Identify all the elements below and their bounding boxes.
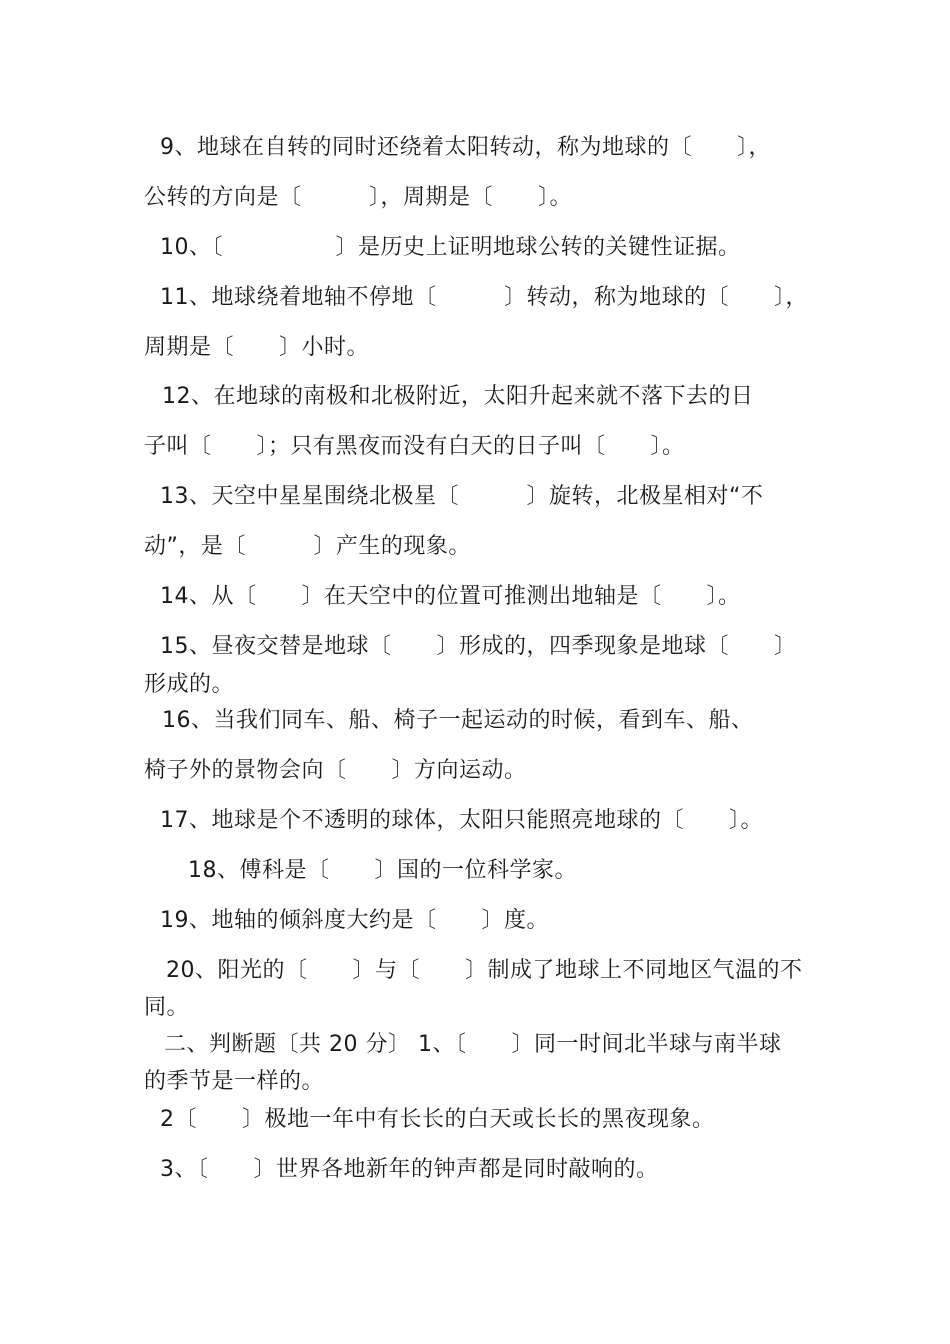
question-20-line-1: 20、阳光的〔 〕与〔 〕制成了地球上不同地区气温的不: [166, 958, 803, 983]
question-11-line-1: 11、地球绕着地轴不停地〔 〕转动，称为地球的〔 〕，: [160, 285, 808, 310]
question-13-line-1: 13、天空中星星围绕北极星〔 〕旋转，北极星相对“不: [160, 484, 764, 509]
question-15-line-1: 15、昼夜交替是地球〔 〕形成的，四季现象是地球〔 〕: [160, 634, 797, 659]
question-12-line-2: 子叫〔 〕；只有黑夜而没有白天的日子叫〔 〕。: [144, 434, 685, 459]
question-11-line-2: 周期是〔 〕小时。: [144, 335, 370, 360]
question-17: 17、地球是个不透明的球体，太阳只能照亮地球的〔 〕。: [160, 808, 763, 833]
judgement-3: 3、〔 〕世界各地新年的钟声都是同时敲响的。: [160, 1157, 659, 1182]
question-10: 10、〔 〕是历史上证明地球公转的关键性证据。: [160, 235, 741, 260]
judgement-2: 2〔 〕极地一年中有长长的白天或长长的黑夜现象。: [160, 1107, 715, 1132]
question-19: 19、地轴的倾斜度大约是〔 〕度。: [160, 908, 549, 933]
judgement-1-line-2: 的季节是一样的。: [144, 1069, 325, 1094]
question-14: 14、从〔 〕在天空中的位置可推测出地轴是〔 〕。: [160, 584, 741, 609]
question-18: 18、傅科是〔 〕国的一位科学家。: [188, 858, 577, 883]
question-16-line-1: 16、当我们同车、船、椅子一起运动的时候，看到车、船、: [162, 708, 754, 733]
question-12-line-1: 12、在地球的南极和北极附近，太阳升起来就不落下去的日: [162, 384, 754, 409]
question-9-line-1: 9、地球在自转的同时还绕着太阳转动，称为地球的〔 〕，: [160, 135, 771, 160]
section-2-heading-judgement-1: 二、判断题〔共 20 分〕 1、〔 〕同一时间北半球与南半球: [164, 1032, 782, 1057]
question-13-line-2: 动”，是〔 〕产生的现象。: [144, 534, 471, 559]
question-15-line-2: 形成的。: [144, 672, 235, 697]
question-9-line-2: 公转的方向是〔 〕，周期是〔 〕。: [144, 185, 573, 210]
question-16-line-2: 椅子外的景物会向〔 〕方向运动。: [144, 758, 527, 783]
question-20-line-2: 同。: [144, 995, 190, 1020]
